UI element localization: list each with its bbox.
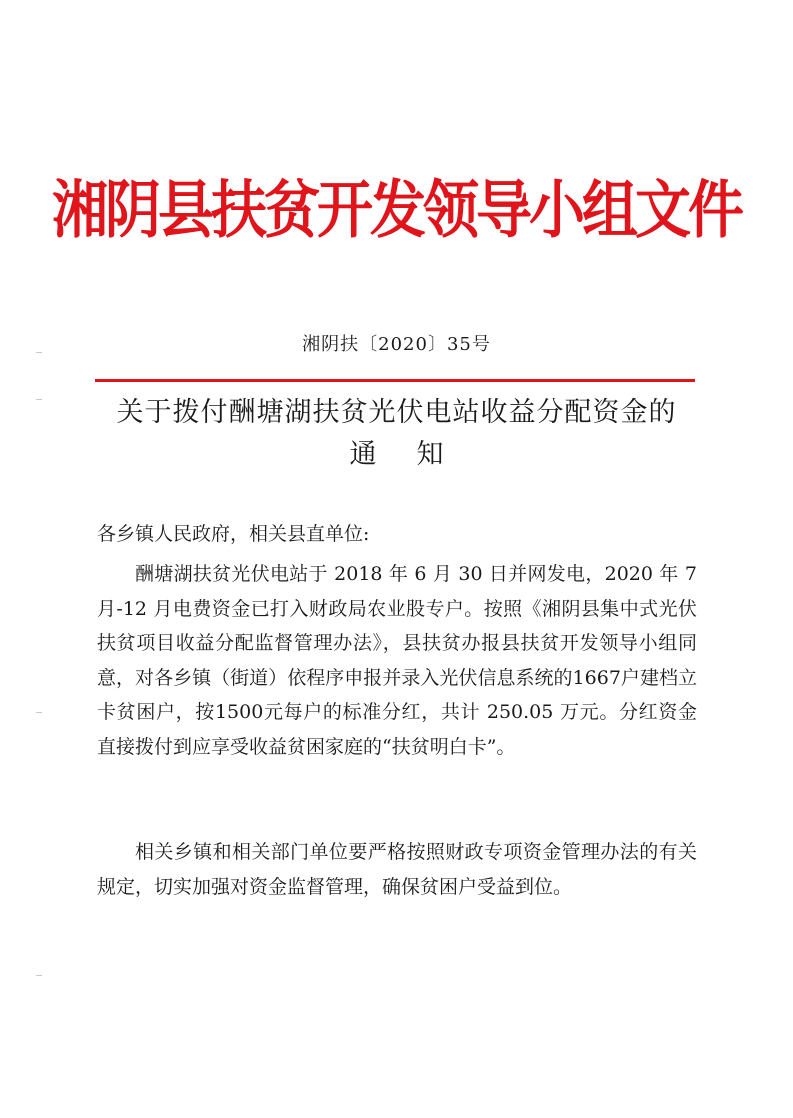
- salutation: 各乡镇人民政府，相关县直单位:: [97, 523, 370, 545]
- document-header-title: 湘阴县扶贫开发领导小组文件: [52, 173, 741, 247]
- scan-artifact: [36, 975, 42, 976]
- scan-artifact: [36, 352, 42, 353]
- red-divider-line: [95, 379, 695, 382]
- body-paragraph-2: 相关乡镇和相关部门单位要严格按照财政专项资金管理办法的有关规定，切实加强对资金监督管理，确保贫困户受益到位。: [97, 841, 697, 898]
- document-subject: [0, 392, 793, 476]
- scan-artifact: [36, 712, 42, 713]
- scan-artifact: [36, 399, 42, 400]
- document-number: 湘阴扶〔2020〕35号: [302, 334, 491, 355]
- subject-line-2: 通知: [349, 439, 484, 470]
- subject-line-1: 关于拨付酬塘湖扶贫光伏电站收益分配资金的: [116, 397, 677, 428]
- body-paragraph-1: 酬塘湖扶贫光伏电站于 2018 年 6 月 30 日并网发电，2020 年 7 月-12 月电费资金已打入财政局农业股专户。按照《湘阴县集中式光伏扶贫项目收益分配监督管理办法》，县扶贫办报县扶贫开发领导小组同意，对各乡镇（街道）依程序申报并录入光伏信息系统的1667户建档立卡贫困户，按1500元每户的标准分红，共计 250.05 万元。分红资金直接拨付到应享受收益贫困家庭的“扶贫明白卡”。: [97, 563, 697, 758]
